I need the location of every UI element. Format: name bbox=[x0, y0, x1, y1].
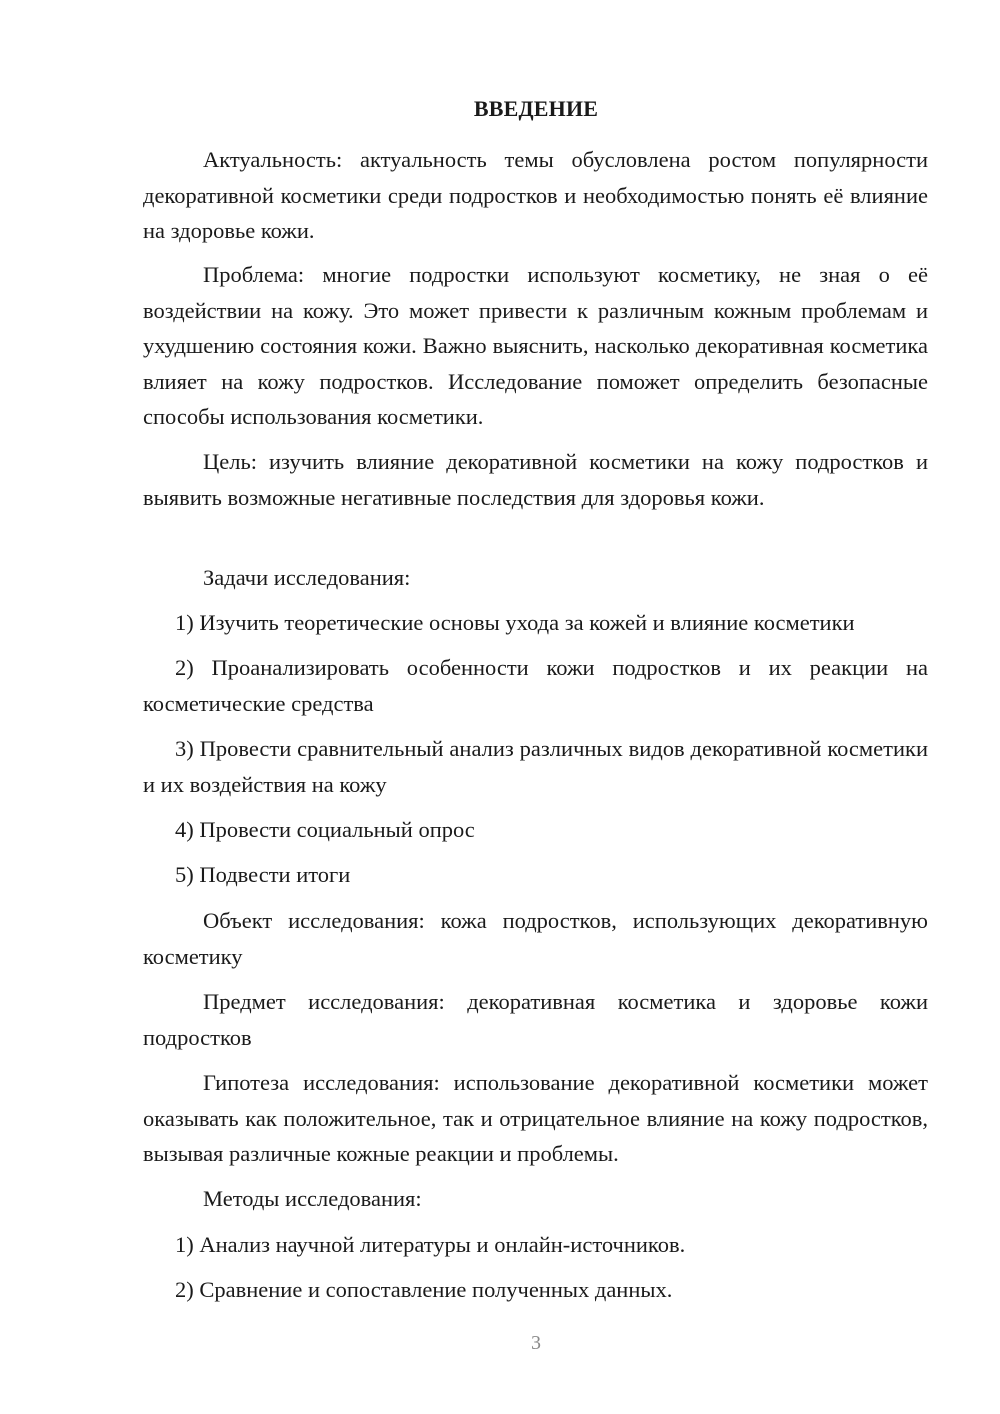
page-number: 3 bbox=[531, 1332, 541, 1354]
method-item-1: 1) Анализ научной литературы и онлайн-источников. bbox=[175, 1232, 686, 1257]
problem-paragraph: Проблема: многие подростки используют косметику, не зная о её воздействии на кожу. Это может привести к различным кожным проблемам и ухудшению состояния кожи. Важно выяснить, насколько декоративная косметика влияет на кожу подростков. Исследование поможет определить безопасные способы использования косметики. bbox=[143, 262, 928, 430]
object-paragraph: Объект исследования: кожа подростков, использующих декоративную косметику bbox=[143, 908, 928, 969]
task-item-3: 3) Провести сравнительный анализ различных видов декоративной косметики и их воздействия на кожу bbox=[143, 736, 928, 797]
hypothesis-paragraph: Гипотеза исследования: использование декоративной косметики может оказывать как положительное, так и отрицательное влияние на кожу подростков, вызывая различные кожные реакции и проблемы. bbox=[143, 1070, 928, 1167]
task-item-1: 1) Изучить теоретические основы ухода за кожей и влияние косметики bbox=[175, 610, 855, 635]
task-item-4: 4) Провести социальный опрос bbox=[175, 817, 475, 842]
task-item-5: 5) Подвести итоги bbox=[175, 862, 351, 887]
tasks-heading: Задачи исследования: bbox=[203, 565, 411, 590]
subject-paragraph: Предмет исследования: декоративная косметика и здоровье кожи подростков bbox=[143, 989, 928, 1050]
page-title: ВВЕДЕНИЕ bbox=[473, 96, 599, 121]
relevance-paragraph: Актуальность: актуальность темы обусловлена ростом популярности декоративной косметики среди подростков и необходимостью понять её влияние на здоровье кожи. bbox=[143, 147, 928, 244]
goal-paragraph: Цель: изучить влияние декоративной косметики на кожу подростков и выявить возможные негативные последствия для здоровья кожи. bbox=[143, 449, 928, 510]
task-item-2: 2) Проанализировать особенности кожи подростков и их реакции на косметические средства bbox=[143, 655, 928, 716]
method-item-2: 2) Сравнение и сопоставление полученных данных. bbox=[175, 1277, 673, 1302]
methods-heading: Методы исследования: bbox=[203, 1186, 422, 1211]
